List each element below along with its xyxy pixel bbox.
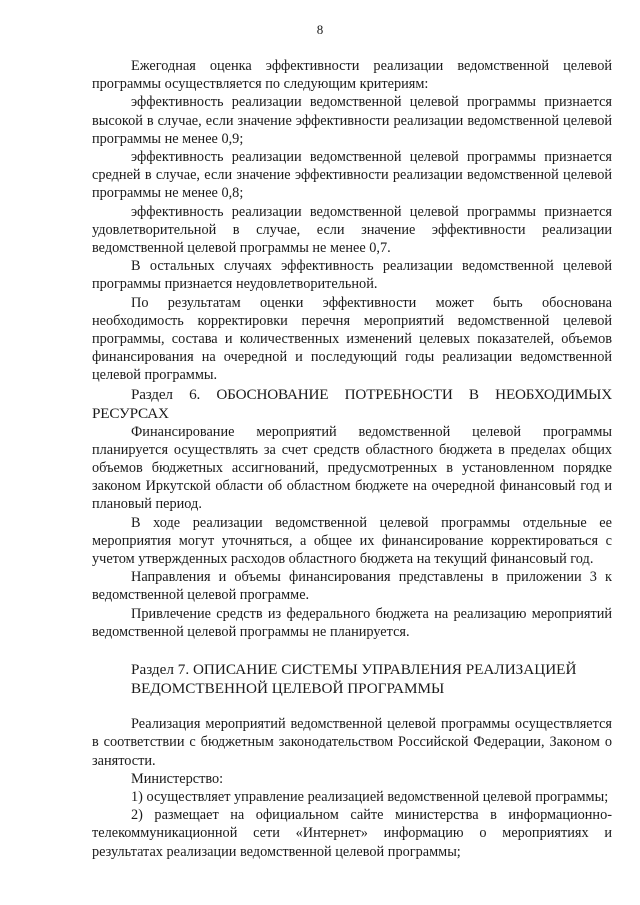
paragraph: Направления и объемы финансирования представлены в приложении 3 к ведомственной целевой программе. [92,569,612,604]
paragraph: эффективность реализации ведомственной целевой программы признается удовлетворительной в случае, если значение эффективности реализации ведомственной целевой программы не менее 0,7. [92,203,612,257]
paragraph: Финансирование мероприятий ведомственной целевой программы планируется осуществлять за счет средств областного бюджета в пределах общих объемов бюджетных ассигнований, предусмотренных в установленном порядке законом Иркутской области об областном бюджете на очередной финансовый год и плановый период. [92,423,612,513]
section-6-heading: Раздел 6. ОБОСНОВАНИЕ ПОТРЕБНОСТИ В НЕОБХОДИМЫХ РЕСУРСАХ [92,385,612,422]
paragraph: В остальных случаях эффективность реализации ведомственной целевой программы признается неудовлетворительной. [92,258,612,293]
paragraph: В ходе реализации ведомственной целевой программы отдельные ее мероприятия могут уточняться, а общее их финансирование корректироваться с учетом утвержденных расходов областного бюджета на текущий финансовый год. [92,514,612,568]
paragraph: эффективность реализации ведомственной целевой программы признается средней в случае, если значение эффективности реализации ведомственной целевой программы не менее 0,8; [92,149,612,202]
paragraph: эффективность реализации ведомственной целевой программы признается высокой в случае, если значение эффективности реализации ведомственной целевой программы не менее 0,9; [92,94,612,147]
paragraph: Министерство: [131,770,224,787]
paragraph: Привлечение средств из федерального бюджета на реализацию мероприятий ведомственной целевой программы не планируется. [92,605,612,640]
paragraph: 1) осуществляет управление реализацией ведомственной целевой программы; [131,788,609,805]
section-7-heading-line1: Раздел 7. ОПИСАНИЕ СИСТЕМЫ УПРАВЛЕНИЯ РЕАЛИЗАЦИЕЙ [131,661,577,679]
section-7-heading [92,660,612,698]
section-7-heading-line2: ВЕДОМСТВЕННОЙ ЦЕЛЕВОЙ ПРОГРАММЫ [131,680,445,698]
paragraph: По результатам оценки эффективности может быть обоснована необходимость корректировки перечня мероприятий ведомственной целевой программы, состава и количественных изменений целевых показателей, объемов финансирования на очередной и последующий годы реализации ведомственной целевой программы. [92,294,612,384]
document-body [92,57,612,861]
page-number: 8 [316,22,324,37]
paragraph: 2) размещает на официальном сайте министерства в информационно-телекоммуникационной сети «Интернет» информацию о мероприятиях и результатах реализации ведомственной целевой программы; [92,807,612,860]
paragraph: Ежегодная оценка эффективности реализации ведомственной целевой программы осуществляется по следующим критериям: [92,58,612,93]
paragraph: Реализация мероприятий ведомственной целевой программы осуществляется в соответствии с бюджетным законодательством Российской Федерации, Законом о занятости. [92,716,612,769]
